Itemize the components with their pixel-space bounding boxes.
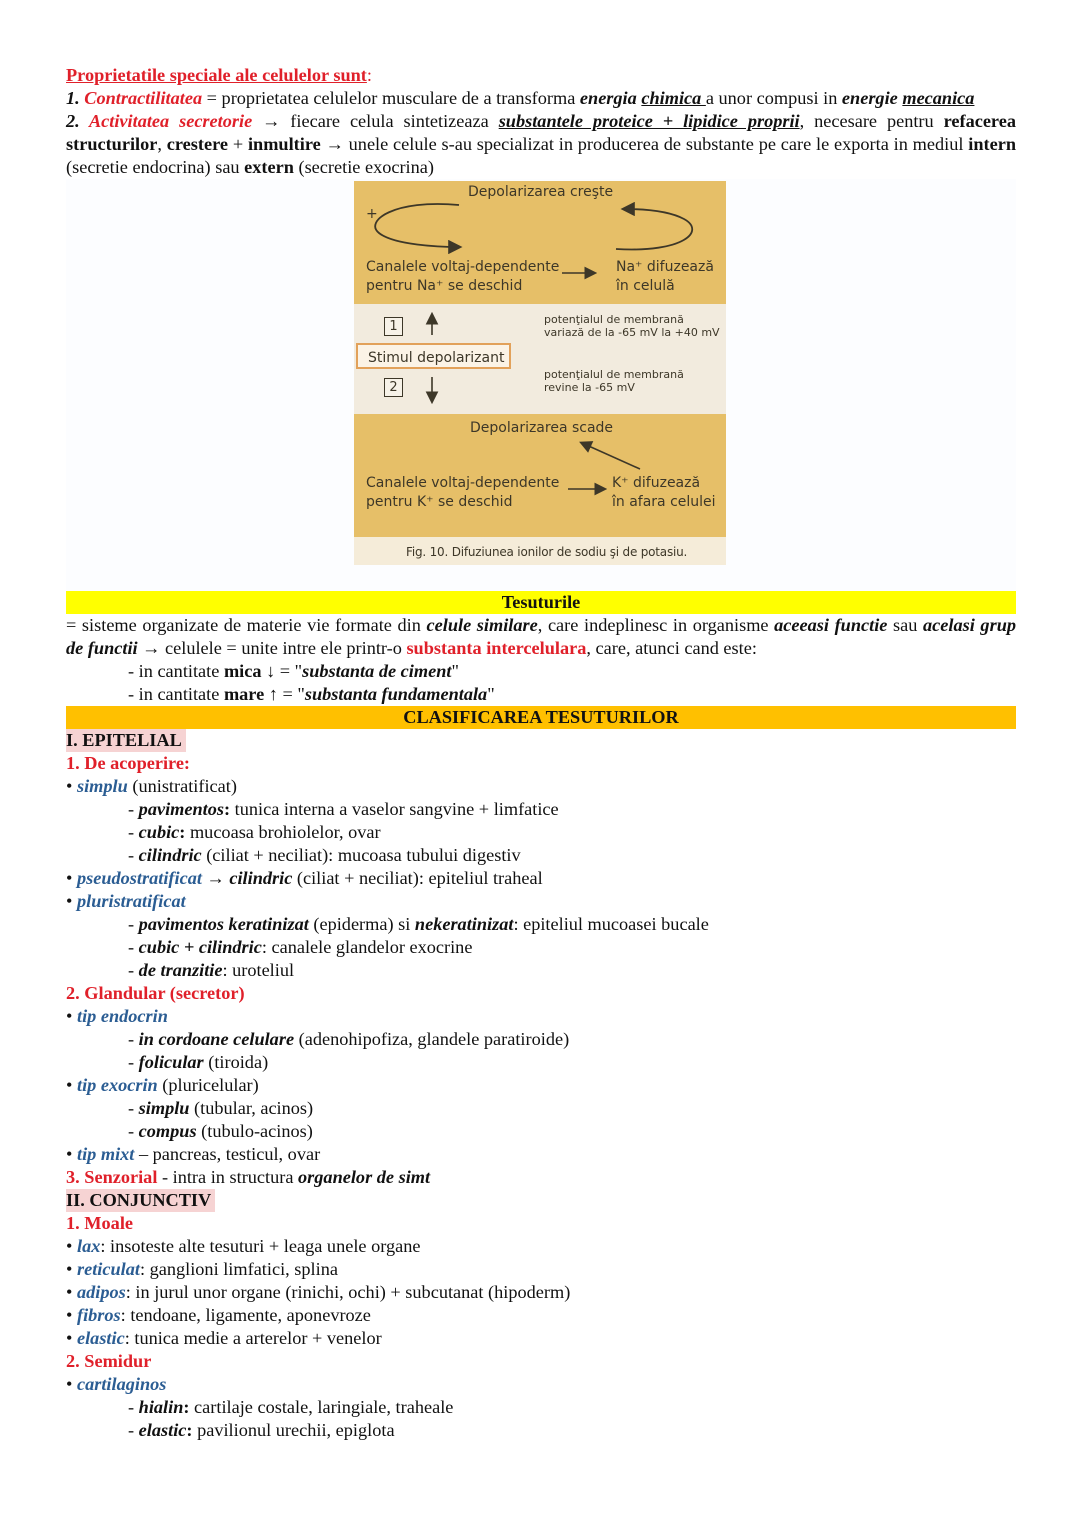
list-item: - in cordoane celulare (adenohipofiza, glandele paratiroide) bbox=[128, 1029, 570, 1049]
cycle-arrow-right bbox=[616, 209, 692, 249]
list-item: - pavimentos: tunica interna a vaselor sangvine + limfatice bbox=[128, 799, 559, 819]
figure-caption: Fig. 10. Difuziunea ionilor de sodiu şi de potasiu. bbox=[406, 545, 688, 559]
list-item: - elastic: pavilionul urechii, epiglota bbox=[128, 1420, 395, 1440]
secretory-term: Activitatea secretorie bbox=[88, 111, 253, 131]
intro-title-line: Proprietatile speciale ale celulelor sunt: bbox=[66, 65, 372, 85]
k-diffuse-line2: în afara celulei bbox=[612, 494, 716, 510]
contractility-term: Contractilitatea bbox=[84, 88, 203, 108]
contractility-paragraph: 1. Contractilitatea = proprietatea celulelor musculare de a transforma energia chimica a unor compusi in energie mecanica bbox=[66, 88, 975, 108]
list-item: - de tranzitie: uroteliul bbox=[128, 960, 295, 980]
na-diffuse-line2: în celulă bbox=[616, 278, 675, 294]
intro-title: Proprietatile speciale ale celulelor sunt bbox=[66, 65, 367, 85]
list-item: • tip mixt – pancreas, testicul, ovar bbox=[66, 1144, 321, 1164]
classification-heading: CLASIFICAREA TESUTURILOR bbox=[66, 706, 1016, 729]
subsection-glandular: 2. Glandular (secretor) bbox=[66, 983, 245, 1003]
subsection-senzorial: 3. Senzorial - intra in structura organelor de simt bbox=[66, 1167, 431, 1187]
depolarization-increases-label: Depolarizarea creşte bbox=[468, 184, 614, 200]
list-item: - cilindric (ciliat + neciliat): mucoasa tubului digestiv bbox=[128, 845, 521, 865]
subsection-moale: 1. Moale bbox=[66, 1213, 134, 1233]
small-quantity-item: - in cantitate mica ↓ = "substanta de ciment" bbox=[128, 661, 459, 681]
list-item: • lax: insoteste alte tesuturi + leaga unele organe bbox=[66, 1236, 421, 1256]
tissues-definition: = sisteme organizate de materie vie formate din celule similare, care indeplinesc in organisme aceeasi functie sau acelasi grup de functii → celulele = unite intre ele printr-o substanta intercelulara, care, atunci cand este: bbox=[66, 615, 1016, 658]
list-item: • elastic: tunica medie a arterelor + venelor bbox=[66, 1328, 382, 1348]
tissues-heading: Tesuturile bbox=[66, 591, 1016, 614]
k-channels-line2: pentru K⁺ se deschid bbox=[366, 494, 513, 510]
document-page bbox=[66, 64, 1016, 1442]
potential-down-line1: potenţialul de membrană bbox=[544, 368, 684, 381]
na-channels-line2: pentru Na⁺ se deschid bbox=[366, 278, 523, 294]
na-channels-line1: Canalele voltaj-dependente bbox=[366, 259, 560, 275]
secretory-paragraph: 2. Activitatea secretorie → fiecare celula sintetizeaza substantele proteice + lipidice proprii, necesare pentru refacerea structurilor, crestere + inmultire → unele celule s-au specializat in producerea de substante pe care le exporta in mediul intern (secretie endocrina) sau extern (secretie exocrina) bbox=[66, 111, 1016, 177]
list-item: • pseudostratificat → cilindric (ciliat + neciliat): epiteliul traheal bbox=[66, 868, 543, 888]
list-item: - folicular (tiroida) bbox=[128, 1052, 269, 1072]
large-quantity-item: - in cantitate mare ↑ = "substanta fundamentala" bbox=[128, 684, 495, 704]
k-diffuse-line1: K⁺ difuzează bbox=[612, 475, 701, 491]
depolarization-decreases-label: Depolarizarea scade bbox=[470, 420, 614, 436]
list-item: • fibros: tendoane, ligamente, aponevroze bbox=[66, 1305, 371, 1325]
potential-down-line2: revine la -65 mV bbox=[544, 381, 635, 394]
cycle-arrow-left bbox=[375, 204, 459, 247]
step-1-box: 1 bbox=[384, 317, 403, 336]
figure-area bbox=[66, 179, 1016, 591]
list-item: - cubic: mucoasa brohiolelor, ovar bbox=[128, 822, 381, 842]
potential-up-line2: variază de la -65 mV la +40 mV bbox=[544, 326, 720, 339]
plus-sign: + bbox=[366, 206, 378, 222]
ion-diffusion-figure bbox=[354, 181, 726, 565]
list-item: - cubic + cilindric: canalele glandelor exocrine bbox=[128, 937, 473, 957]
list-item: - simplu (tubular, acinos) bbox=[128, 1098, 314, 1118]
list-item: - compus (tubulo-acinos) bbox=[128, 1121, 313, 1141]
subsection-acoperire: 1. De acoperire: bbox=[66, 753, 191, 773]
k-channels-line1: Canalele voltaj-dependente bbox=[366, 475, 560, 491]
list-item: - pavimentos keratinizat (epiderma) si nekeratinizat: epiteliul mucoasei bucale bbox=[128, 914, 709, 934]
section-epitelial: I. EPITELIAL bbox=[66, 729, 1016, 752]
potential-up-line1: potenţialul de membrană bbox=[544, 313, 684, 326]
list-item: • tip exocrin (pluricelular) bbox=[66, 1075, 259, 1095]
stimulus-box: Stimul depolarizant bbox=[356, 343, 511, 369]
list-item: • adipos: in jurul unor organe (rinichi, ochi) + subcutanat (hipoderm) bbox=[66, 1282, 571, 1302]
list-item: • reticulat: ganglioni limfatici, splina bbox=[66, 1259, 338, 1279]
list-item: • tip endocrin bbox=[66, 1006, 168, 1026]
k-return-arrow bbox=[582, 443, 640, 469]
subsection-semidur: 2. Semidur bbox=[66, 1351, 152, 1371]
list-item: - hialin: cartilaje costale, laringiale, traheale bbox=[128, 1397, 454, 1417]
list-item: • simplu (unistratificat) bbox=[66, 776, 237, 796]
section-conjunctiv: II. CONJUNCTIV bbox=[66, 1189, 1016, 1212]
list-item: • cartilaginos bbox=[66, 1374, 167, 1394]
list-item: • pluristratificat bbox=[66, 891, 186, 911]
na-diffuse-line1: Na⁺ difuzează bbox=[616, 259, 714, 275]
step-2-box: 2 bbox=[384, 378, 403, 397]
